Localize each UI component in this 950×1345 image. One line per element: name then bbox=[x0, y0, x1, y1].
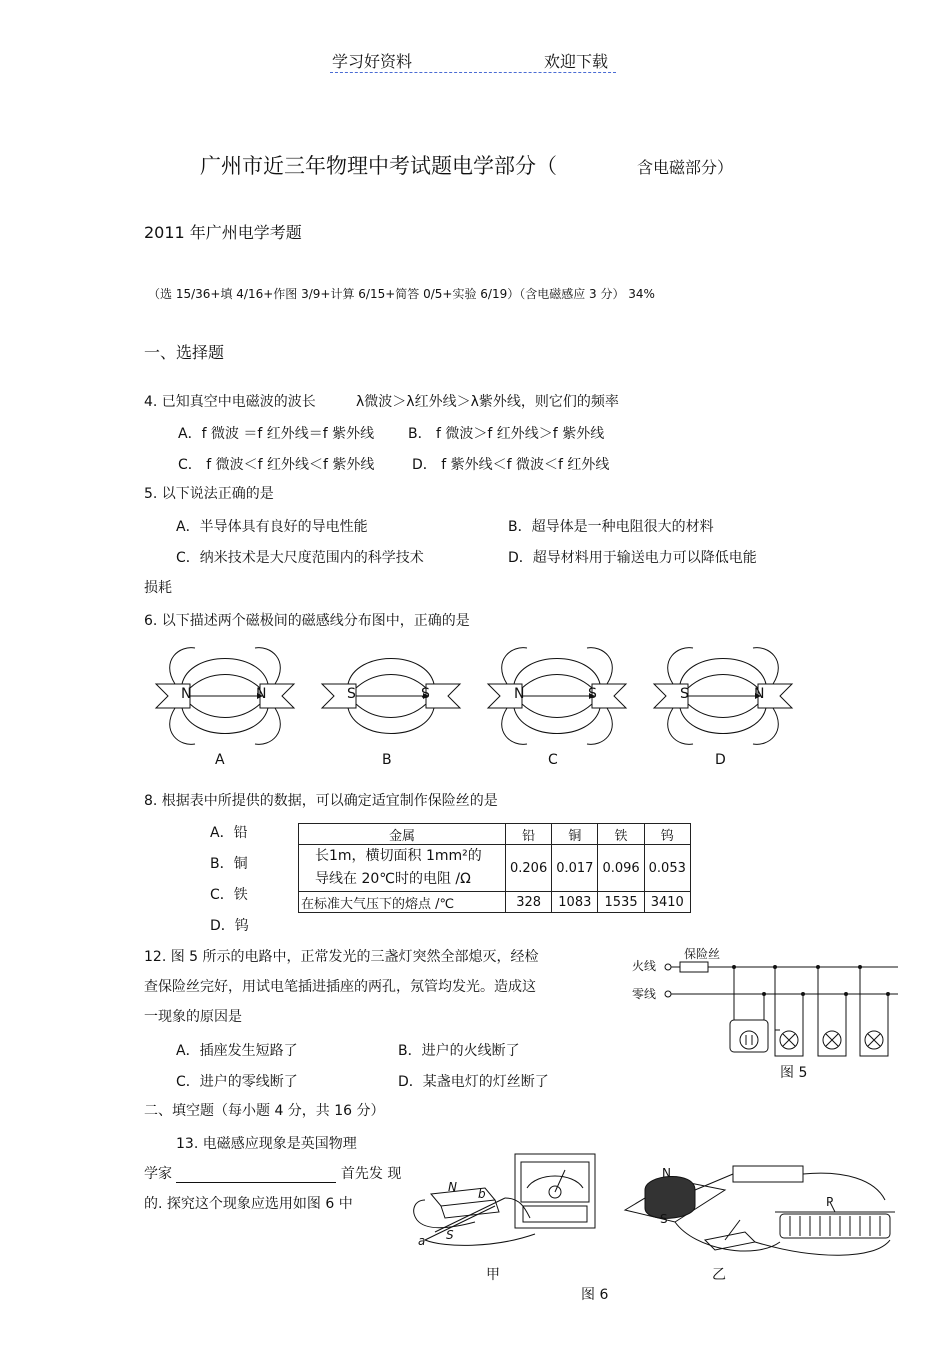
fig-a-label: A bbox=[215, 752, 225, 768]
q12-option-c: C．进户的零线断了 bbox=[176, 1074, 298, 1090]
q5-option-d: D．超导材料用于输送电力可以降低电能 bbox=[508, 550, 757, 566]
table-cell: 1083 bbox=[552, 892, 598, 913]
q5-option-a: A．半导体具有良好的导电性能 bbox=[176, 519, 368, 535]
magnet-figure-b bbox=[322, 659, 460, 734]
q6-stem: 6. 以下描述两个磁极间的磁感线分布图中，正确的是 bbox=[144, 613, 470, 629]
figure6-caption: 图 6 bbox=[581, 1287, 609, 1303]
table-cell: 0.096 bbox=[598, 845, 644, 892]
fig-b-label: B bbox=[382, 752, 392, 768]
fuse-box bbox=[680, 962, 708, 972]
table-cell: 328 bbox=[506, 892, 552, 913]
table-cell: 1535 bbox=[598, 892, 644, 913]
section-year: 2011 年广州电学考题 bbox=[144, 223, 302, 242]
magnet-figures bbox=[150, 640, 810, 770]
score-line: （选 15/36+填 4/16+作图 3/9+计算 6/15+简答 0/5+实验 6/19）（含电磁感应 3 分） 34% bbox=[148, 287, 655, 301]
q4-stem-b: λ微波＞λ红外线＞λ紫外线，则它们的频率 bbox=[356, 394, 619, 410]
q4-option-a: A．f 微波 ＝f 红外线＝f 紫外线 bbox=[178, 426, 375, 442]
q12-option-d: D．某盏电灯的灯丝断了 bbox=[398, 1074, 549, 1090]
metal-table bbox=[298, 823, 691, 913]
fig-d-left-pole: S bbox=[680, 686, 689, 702]
q13-line2-end: 首先发 现 bbox=[340, 1166, 402, 1182]
table-row-label bbox=[299, 845, 506, 892]
table-cell: 0.053 bbox=[644, 845, 690, 892]
circuit-figure-5 bbox=[630, 940, 900, 1060]
q12-line1: 12. 图 5 所示的电路中，正常发光的三盏灯突然全部熄灭，经检 bbox=[144, 949, 539, 965]
q5-wrap: 损耗 bbox=[144, 580, 172, 596]
resistance-label-line1: 长1m，横切面积 1mm²的 bbox=[315, 848, 482, 864]
table-header: 铁 bbox=[598, 824, 644, 845]
table-header: 金属 bbox=[299, 824, 506, 845]
q5-option-b: B．超导体是一种电阻很大的材料 bbox=[508, 519, 714, 535]
table-header: 铜 bbox=[552, 824, 598, 845]
magnet-s-label: S bbox=[446, 1228, 454, 1242]
fuse-label: 保险丝 bbox=[684, 947, 721, 961]
experiment-figure-b bbox=[615, 1150, 905, 1260]
q13-line2 bbox=[144, 1163, 401, 1183]
magnet2-n-label: N bbox=[662, 1166, 671, 1180]
fig-c-label: C bbox=[548, 752, 558, 768]
q8-option-b: B．铜 bbox=[210, 856, 248, 872]
fig-d-right-pole: N bbox=[754, 686, 765, 702]
fig-c-right-pole: S bbox=[588, 686, 597, 702]
q4-option-c: C． f 微波＜f 红外线＜f 紫外线 bbox=[178, 457, 375, 473]
q13-line1: 13. 电磁感应现象是英国物理 bbox=[176, 1136, 357, 1152]
q12-line3: 一现象的原因是 bbox=[144, 1009, 242, 1025]
header-right: 欢迎下载 bbox=[544, 52, 609, 71]
figure6-b-label: 乙 bbox=[712, 1267, 726, 1283]
live-wire-label: 火线 bbox=[632, 959, 657, 973]
magnet-n-label: N bbox=[448, 1180, 457, 1194]
experiment-figure-a bbox=[405, 1148, 605, 1258]
resistance-label-line2: 导线在 20℃时的电阻 /Ω bbox=[315, 871, 471, 887]
table-header: 钨 bbox=[644, 824, 690, 845]
q13-line3: 的. 探究这个现象应选用如图 6 中 bbox=[144, 1196, 353, 1212]
part1-heading: 一、选择题 bbox=[144, 343, 225, 362]
q8-option-c: C．铁 bbox=[210, 887, 248, 903]
magnet-figure-a bbox=[156, 648, 294, 745]
header-divider bbox=[330, 72, 616, 73]
q12-option-a: A．插座发生短路了 bbox=[176, 1043, 298, 1059]
table-cell: 0.017 bbox=[552, 845, 598, 892]
table-row bbox=[299, 845, 691, 892]
q5-option-c: C．纳米技术是大尺度范围内的科学技术 bbox=[176, 550, 424, 566]
table-cell: 0.206 bbox=[506, 845, 552, 892]
header-left: 学习好资料 bbox=[332, 52, 413, 71]
table-header: 铅 bbox=[506, 824, 552, 845]
q12-line2: 查保险丝完好，用试电笔插进插座的两孔，氖管均发光。造成这 bbox=[144, 979, 536, 995]
fig-a-left-pole: N bbox=[181, 686, 192, 702]
magnet2-s-label: S bbox=[660, 1212, 668, 1226]
q13-line2-start: 学家 bbox=[144, 1166, 172, 1182]
answer-blank[interactable] bbox=[176, 1168, 336, 1183]
neutral-wire-label: 零线 bbox=[632, 987, 657, 1001]
fig-b-right-pole: S bbox=[421, 686, 430, 702]
part2-heading: 二、填空题（每小题 4 分，共 16 分） bbox=[144, 1103, 385, 1119]
page-title-suffix: 含电磁部分） bbox=[637, 158, 734, 177]
q4-stem: 4. 已知真空中电磁波的波长 bbox=[144, 394, 316, 410]
q12-option-b: B．进户的火线断了 bbox=[398, 1043, 520, 1059]
table-cell: 3410 bbox=[644, 892, 690, 913]
page-title: 广州市近三年物理中考试题电学部分（ bbox=[200, 154, 557, 178]
table-row-label: 在标准大气压下的熔点 /℃ bbox=[299, 892, 506, 913]
q8-stem: 8. 根据表中所提供的数据，可以确定适宜制作保险丝的是 bbox=[144, 793, 498, 809]
q8-option-d: D．钨 bbox=[210, 918, 249, 934]
wire-a-label: a bbox=[418, 1234, 426, 1248]
q4-option-b: B． f 微波＞f 红外线＞f 紫外线 bbox=[408, 426, 605, 442]
fig-a-right-pole: N bbox=[256, 686, 267, 702]
table-header-row bbox=[299, 824, 691, 845]
figure5-caption: 图 5 bbox=[780, 1065, 808, 1081]
q5-stem: 5. 以下说法正确的是 bbox=[144, 486, 274, 502]
magnet-figure-d bbox=[654, 648, 792, 745]
q8-option-a: A．铅 bbox=[210, 825, 248, 841]
slider-p-label: P bbox=[826, 1195, 834, 1209]
figure6-a-label: 甲 bbox=[486, 1267, 500, 1283]
table-row bbox=[299, 892, 691, 913]
wire-b-label: b bbox=[478, 1187, 486, 1201]
q4-option-d: D． f 紫外线＜f 微波＜f 红外线 bbox=[412, 457, 610, 473]
fig-b-left-pole: S bbox=[347, 686, 356, 702]
fig-d-label: D bbox=[715, 752, 726, 768]
magnet-figure-c bbox=[488, 648, 626, 745]
fig-c-left-pole: N bbox=[514, 686, 525, 702]
